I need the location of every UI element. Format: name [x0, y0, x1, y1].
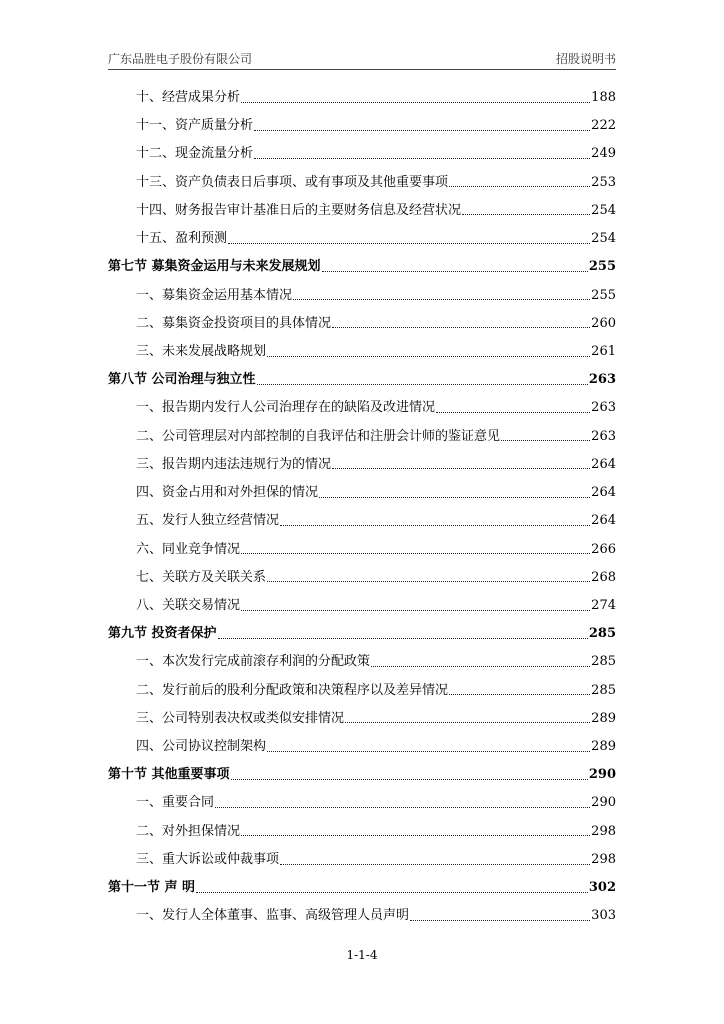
toc-leader-dots: [257, 384, 588, 385]
toc-leader-dots: [319, 497, 590, 498]
toc-entry-title: 四、公司协议控制架构: [136, 739, 267, 755]
toc-entry-page: 302: [588, 880, 616, 896]
toc-entry-title: 二、发行前后的股利分配政策和决策程序以及差异情况: [136, 682, 449, 698]
toc-entry-title: 三、报告期内违法违规行为的情况: [136, 456, 332, 472]
toc-entry-title: 二、对外担保情况: [136, 823, 241, 839]
toc-entry[interactable]: [108, 282, 616, 310]
toc-entry-page: 263: [588, 372, 616, 388]
toc-entry-page: 255: [588, 259, 616, 275]
toc-section-entry[interactable]: [108, 761, 616, 789]
toc-entry-page: 285: [588, 626, 616, 642]
toc-entry-page: 222: [591, 118, 616, 134]
toc-entry-page: 263: [591, 428, 616, 444]
toc-entry-title: 八、关联交易情况: [136, 597, 241, 613]
toc-entry[interactable]: [108, 902, 616, 930]
toc-entry[interactable]: [108, 564, 616, 592]
toc-section-entry[interactable]: [108, 874, 616, 902]
toc-leader-dots: [228, 243, 590, 244]
toc-entry-page: 298: [591, 851, 616, 867]
toc-entry-page: 298: [591, 823, 616, 839]
toc-entry-page: 268: [591, 569, 616, 585]
toc-leader-dots: [501, 440, 590, 441]
toc-entry-page: 290: [588, 767, 616, 783]
toc-entry-page: 290: [591, 795, 616, 811]
toc-leader-dots: [322, 271, 588, 272]
toc-entry-page: 254: [591, 202, 616, 218]
page-footer: [0, 948, 724, 962]
toc-entry-title: 三、公司特别表决权或类似安排情况: [136, 710, 345, 726]
toc-entry[interactable]: [108, 84, 616, 112]
toc-entry[interactable]: [108, 394, 616, 422]
toc-entry-page: 303: [591, 908, 616, 924]
toc-entry-title: 十四、财务报告审计基准日后的主要财务信息及经营状况: [136, 202, 462, 218]
toc-entry-title: 四、资金占用和对外担保的情况: [136, 485, 319, 501]
toc-entry-page: 255: [591, 287, 616, 303]
toc-leader-dots: [241, 553, 590, 554]
toc-entry[interactable]: [108, 112, 616, 140]
toc-leader-dots: [218, 638, 588, 639]
toc-entry-title: 一、重要合同: [136, 795, 215, 811]
toc-entry-title: 十一、资产质量分析: [136, 118, 254, 134]
toc-leader-dots: [280, 525, 590, 526]
toc-leader-dots: [196, 892, 588, 893]
header-company-name: 广东品胜电子股份有限公司: [108, 52, 253, 66]
toc-entry-page: 253: [591, 174, 616, 190]
toc-leader-dots: [215, 807, 590, 808]
toc-leader-dots: [267, 356, 590, 357]
toc-leader-dots: [371, 666, 590, 667]
toc-leader-dots: [332, 468, 590, 469]
toc-leader-dots: [449, 694, 590, 695]
toc-leader-dots: [254, 130, 590, 131]
toc-entry-title: 十二、现金流量分析: [136, 146, 254, 162]
toc-entry[interactable]: [108, 592, 616, 620]
table-of-contents: [108, 84, 616, 931]
toc-entry-title: 二、募集资金投资项目的具体情况: [136, 315, 332, 331]
toc-entry-title: 六、同业竞争情况: [136, 541, 241, 557]
toc-entry-title: 一、本次发行完成前滚存利润的分配政策: [136, 654, 371, 670]
toc-entry-title: 第八节 公司治理与独立性: [108, 372, 256, 388]
toc-entry-title: 一、报告期内发行人公司治理存在的缺陷及改进情况: [136, 400, 436, 416]
footer-page-number: 1-1-4: [346, 948, 378, 962]
toc-entry[interactable]: [108, 451, 616, 479]
toc-entry[interactable]: [108, 677, 616, 705]
toc-entry-page: 249: [591, 146, 616, 162]
toc-entry-page: 274: [591, 597, 616, 613]
toc-entry-page: 188: [591, 90, 616, 105]
toc-entry-page: 260: [591, 315, 616, 331]
toc-entry-title: 二、公司管理层对内部控制的自我评估和注册会计师的鉴证意见: [136, 428, 501, 444]
toc-entry[interactable]: [108, 536, 616, 564]
toc-entry-page: 261: [591, 343, 616, 359]
toc-entry-page: 254: [591, 231, 616, 247]
toc-entry[interactable]: [108, 169, 616, 197]
toc-entry[interactable]: [108, 197, 616, 225]
toc-entry[interactable]: [108, 733, 616, 761]
toc-entry-title: 第九节 投资者保护: [108, 626, 217, 642]
toc-leader-dots: [462, 214, 590, 215]
toc-leader-dots: [267, 581, 590, 582]
toc-leader-dots: [436, 412, 590, 413]
toc-section-entry[interactable]: [108, 253, 616, 281]
toc-entry-title: 第十节 其他重要事项: [108, 767, 230, 783]
toc-entry[interactable]: [108, 423, 616, 451]
toc-section-entry[interactable]: [108, 620, 616, 648]
toc-entry[interactable]: [108, 648, 616, 676]
toc-leader-dots: [267, 751, 590, 752]
toc-entry-title: 十五、盈利预测: [136, 231, 228, 247]
toc-entry[interactable]: [108, 310, 616, 338]
toc-entry[interactable]: [108, 705, 616, 733]
toc-entry-title: 一、募集资金运用基本情况: [136, 287, 293, 303]
toc-leader-dots: [231, 779, 588, 780]
toc-entry-title: 一、发行人全体董事、监事、高级管理人员声明: [136, 908, 410, 924]
toc-leader-dots: [332, 327, 590, 328]
toc-entry[interactable]: [108, 507, 616, 535]
toc-leader-dots: [280, 864, 590, 865]
toc-leader-dots: [241, 835, 590, 836]
toc-entry-title: 十三、资产负债表日后事项、或有事项及其他重要事项: [136, 174, 449, 190]
toc-entry-page: 263: [591, 400, 616, 416]
toc-entry-title: 十、经营成果分析: [136, 90, 241, 105]
toc-entry[interactable]: [108, 789, 616, 817]
toc-entry-title: 三、未来发展战略规划: [136, 343, 267, 359]
toc-leader-dots: [254, 158, 590, 159]
toc-entry[interactable]: [108, 225, 616, 253]
toc-entry-title: 七、关联方及关联关系: [136, 569, 267, 585]
toc-leader-dots: [345, 722, 590, 723]
toc-leader-dots: [293, 299, 590, 300]
toc-entry[interactable]: [108, 479, 616, 507]
toc-entry-page: 266: [591, 541, 616, 557]
toc-leader-dots: [410, 920, 590, 921]
toc-entry[interactable]: [108, 140, 616, 168]
toc-leader-dots: [241, 610, 590, 611]
toc-leader-dots: [241, 102, 590, 103]
toc-entry-page: 285: [591, 682, 616, 698]
page-header: [108, 50, 616, 68]
toc-section-entry[interactable]: [108, 366, 616, 394]
toc-entry-page: 285: [591, 654, 616, 670]
toc-entry-title: 五、发行人独立经营情况: [136, 513, 280, 529]
toc-entry-page: 289: [591, 710, 616, 726]
toc-entry-page: 289: [591, 739, 616, 755]
toc-entry-page: 264: [591, 513, 616, 529]
toc-entry[interactable]: [108, 338, 616, 366]
header-divider: [108, 69, 616, 70]
toc-entry-title: 第十一节 声 明: [108, 880, 196, 896]
toc-entry-title: 三、重大诉讼或仲裁事项: [136, 851, 280, 867]
header-document-type: 招股说明书: [555, 52, 616, 66]
toc-entry[interactable]: [108, 846, 616, 874]
toc-entry-page: 264: [591, 485, 616, 501]
toc-entry[interactable]: [108, 818, 616, 846]
toc-entry-page: 264: [591, 456, 616, 472]
toc-entry-title: 第七节 募集资金运用与未来发展规划: [108, 259, 321, 275]
toc-leader-dots: [449, 186, 590, 187]
